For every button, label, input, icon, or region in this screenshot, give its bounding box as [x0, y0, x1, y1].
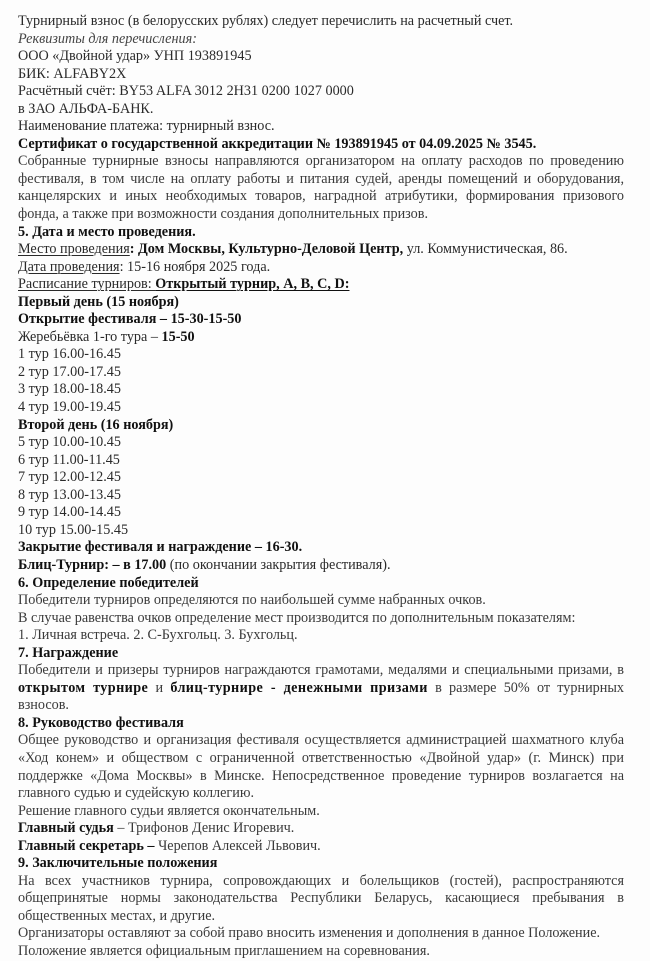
chief-secretary-label: Главный секретарь – [18, 837, 155, 854]
round-item: 9 тур 14.00-14.45 [18, 504, 121, 521]
blitz-note: (по окончании закрытия фестиваля). [166, 556, 391, 573]
schedule-line [18, 276, 624, 294]
blitz-label: Блиц-Турнир: – в 17.00 [18, 556, 167, 573]
fees-usage-paragraph: Собранные турнирные взносы направляются организатором на оплату расходов по проведению фестиваля, в том числе на оплату работы и питания судей, аренды помещений и оборудования, канцелярских и иных необходимых товаров, наградной атрибутики, формирования призового фонда, а также при возможности создания дополнительных призов. [18, 153, 624, 223]
section-9-heading: 9. Заключительные положения [18, 855, 218, 872]
opening-line: Открытие фестиваля – 15-30-15-50 [18, 311, 242, 328]
round-item: 6 тур 11.00-11.45 [18, 451, 120, 468]
awards-bold-blitz: блиц-турнире - денежными призами [170, 679, 428, 696]
bik-line: БИК: ALFABY2X [18, 65, 127, 82]
day1-heading: Первый день (15 ноября) [18, 293, 179, 310]
chief-secretary-value: Черепов Алексей Львович. [154, 837, 321, 854]
date-line [18, 259, 624, 277]
round-item: 1 тур 16.00-16.45 [18, 346, 121, 363]
venue-line [18, 241, 624, 259]
day2-heading: Второй день (16 ноября) [18, 416, 174, 433]
round-item: 2 тур 17.00-17.45 [18, 363, 121, 380]
schedule-label: Расписание турниров: [18, 276, 156, 293]
payment-intro: Турнирный взнос (в белорусских рублях) следует перечислить на расчетный счет. [18, 13, 514, 29]
awards-bold-open: открытом турнире [18, 679, 149, 696]
closing-line: Закрытие фестиваля и награждение – 16-30. [18, 539, 303, 556]
certificate-line: Сертификат о государственной аккредитации № 193891945 от 04.09.2025 № 3545. [18, 135, 537, 152]
date-label: Дата проведения [18, 258, 120, 275]
account-line: Расчётный счёт: BY53 ALFA 3012 2H31 0200 1027 0000 [18, 83, 354, 100]
round-item: 7 тур 12.00-12.45 [18, 469, 121, 486]
organization-line: ООО «Двойной удар» УНП 193891945 [18, 48, 252, 65]
tiebreak-text: В случае равенства очков определение мест производится по дополнительным показателям: [18, 609, 576, 626]
judge-decision-text: Решение главного судьи является окончательным. [18, 802, 320, 819]
venue-address: ул. Коммунистическая, 86. [403, 241, 568, 258]
bank-line: в ЗАО АЛЬФА-БАНК. [18, 100, 154, 117]
chief-secretary-line [18, 838, 624, 856]
date-value: : 15-16 ноября 2025 года. [119, 258, 271, 275]
draw-time: 15-50 [161, 328, 195, 345]
venue-label: Место проведения [18, 241, 130, 258]
awards-text-a: Победители и призеры турниров награждаются грамотами, медалями и специальными призами, в [18, 662, 624, 679]
invitation-text: Положение является официальным приглашением на соревнования. [18, 942, 430, 959]
final-provisions-paragraph: На всех участников турнира, сопровождающих и болельщиков (гостей), распространяются общепринятые нормы законодательства Республики Беларусь, касающиеся пребывания в общественных местах, и другие. [18, 872, 624, 924]
round-item: 5 тур 10.00-10.45 [18, 434, 121, 451]
winners-text: Победители турниров определяются по наибольшей сумме набранных очков. [18, 592, 486, 609]
changes-text: Организаторы оставляют за собой право вносить изменения и дополнения в данное Положение. [18, 925, 601, 942]
awards-paragraph [18, 662, 624, 715]
management-paragraph: Общее руководство и организация фестиваля осуществляется администрацией шахматного клуба «Ход конем» и обществом с ограниченной ответственностью «Двойной удар» (г. Минск) при поддержке «Дома Москвы» в Минске. Непосредственное проведение турниров возлагается на главного судью и судейскую коллегию. [18, 732, 624, 802]
section-7-heading: 7. Награждение [18, 644, 119, 661]
awards-text-b: и [148, 679, 171, 696]
payment-purpose: Наименование платежа: турнирный взнос. [18, 118, 275, 135]
section-5-heading: 5. Дата и место проведения. [18, 223, 196, 240]
tiebreak-list: 1. Личная встреча. 2. С-Бухгольц. 3. Бухгольц. [18, 627, 298, 644]
section-6-heading: 6. Определение победителей [18, 574, 199, 591]
document-page [18, 13, 624, 961]
draw-line [18, 329, 624, 347]
round-item: 4 тур 19.00-19.45 [18, 399, 121, 416]
blitz-line [18, 557, 624, 575]
chief-judge-line [18, 820, 624, 838]
round-item: 10 тур 15.00-15.45 [18, 521, 129, 538]
requisites-label: Реквизиты для перечисления: [18, 30, 197, 47]
venue-value: : Дом Москвы, Культурно-Деловой Центр, [129, 241, 404, 258]
round-item: 3 тур 18.00-18.45 [18, 381, 121, 398]
awards-text-c: в размере 50% от турнирных взносов. [18, 679, 624, 714]
section-8-heading: 8. Руководство фестиваля [18, 714, 184, 731]
chief-judge-label: Главный судья [18, 820, 114, 837]
draw-label: Жеребьёвка 1-го тура – [18, 328, 162, 345]
schedule-value: Открытый турнир, A, B, C, D: [155, 276, 350, 293]
round-item: 8 тур 13.00-13.45 [18, 486, 121, 503]
chief-judge-value: – Трифонов Денис Игоревич. [113, 820, 295, 837]
